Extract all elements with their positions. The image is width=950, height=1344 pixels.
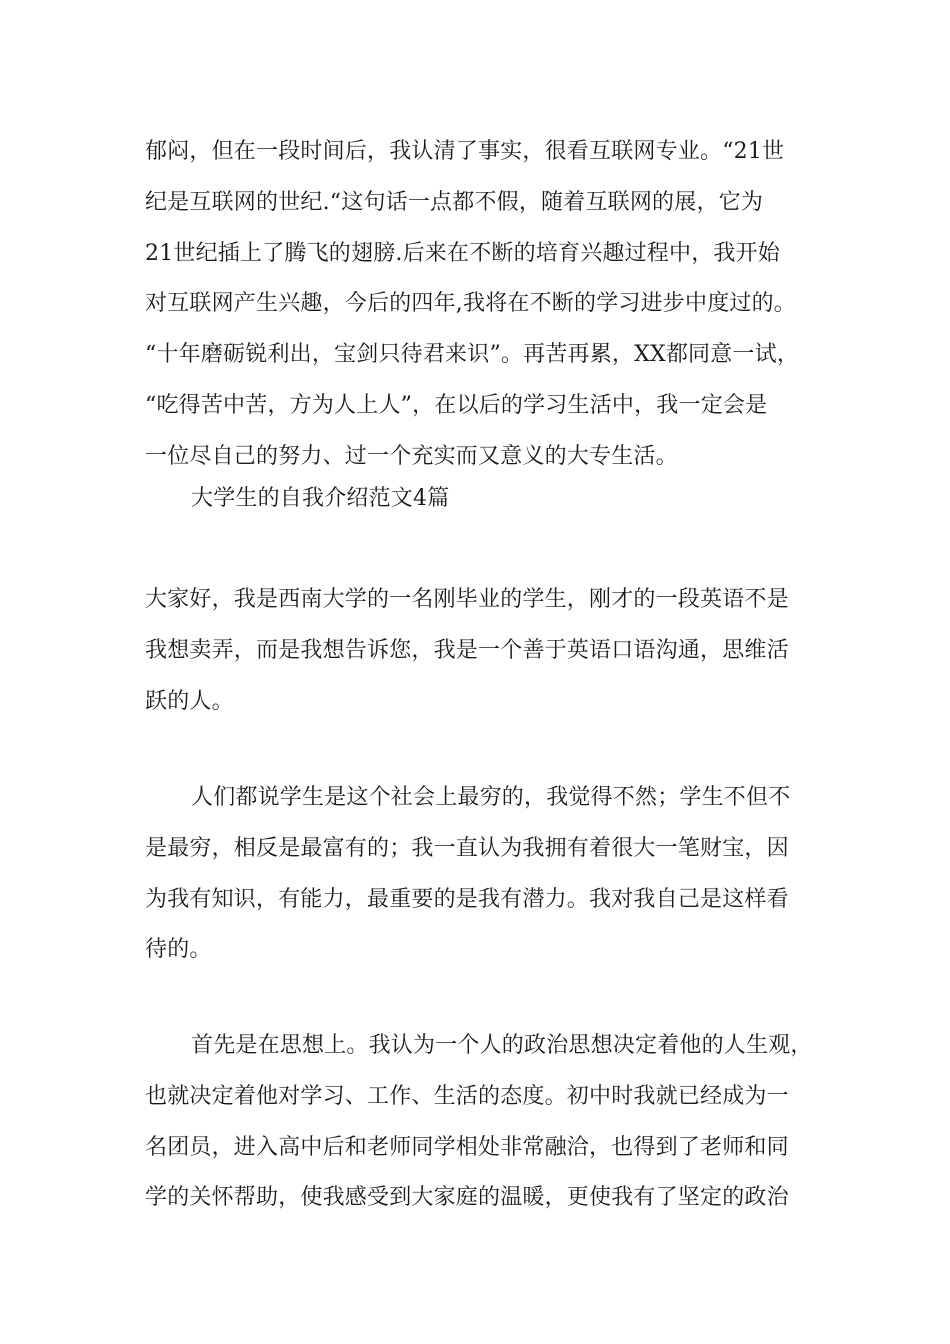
paragraph-4-line: 名团员，进入高中后和老师同学相处非常融洽，也得到了老师和同 [145,1134,789,1160]
paragraph-1-line: 21世纪插上了腾飞的翅膀.后来在不断的培育兴趣过程中，我开始 [145,240,780,266]
paragraph-1 [145,127,835,483]
paragraph-1-line: 对互联网产生兴趣，今后的四年,我将在不断的学习进步中度过的。 [145,291,796,317]
section-heading-block [145,474,835,525]
paragraph-1-line: 一位尽自己的努力、过一个充实而又意义的大专生活。 [145,443,678,469]
paragraph-4 [145,1021,835,1224]
paragraph-3-line: 待的。 [145,937,212,963]
paragraph-2-line: 我想卖弄，而是我想告诉您，我是一个善于英语口语沟通，思维活 [145,637,789,663]
section-heading: 大学生的自我介绍范文4篇 [191,486,450,511]
paragraph-4-line: 首先是在思想上。我认为一个人的政治思想决定着他的人生观， [191,1033,813,1058]
paragraph-2-line: 大家好，我是西南大学的一名刚毕业的学生，刚才的一段英语不是 [145,587,789,612]
paragraph-4-line: 也就决定着他对学习、工作、生活的态度。初中时我就已经成为一 [145,1083,789,1109]
paragraph-1-line: 纪是互联网的世纪.“这句话一点都不假，随着互联网的展，它为 [145,189,764,215]
paragraph-1-line: 郁闷，但在一段时间后，我认清了事实，很看互联网专业。“21世 [145,139,785,164]
paragraph-2 [145,575,835,727]
paragraph-1-line: “十年磨砺锐利出，宝剑只待君来识”。再苦再累，XX都同意一试， [145,342,800,368]
paragraph-2-line: 跃的人。 [145,688,234,714]
paragraph-3-line: 是最穷，相反是最富有的；我一直认为我拥有着很大一笔财宝，因 [145,835,789,861]
paragraph-1-line: “吃得苦中苦，方为人上人”，在以后的学习生活中，我一定会是 [145,392,768,418]
paragraph-3 [145,773,835,976]
paragraph-3-line: 人们都说学生是这个社会上最穷的，我觉得不然；学生不但不 [191,785,791,810]
paragraph-3-line: 为我有知识，有能力，最重要的是我有潜力。我对我自己是这样看 [145,886,789,912]
paragraph-4-line: 学的关怀帮助，使我感受到大家庭的温暖，更使我有了坚定的政治 [145,1185,789,1211]
